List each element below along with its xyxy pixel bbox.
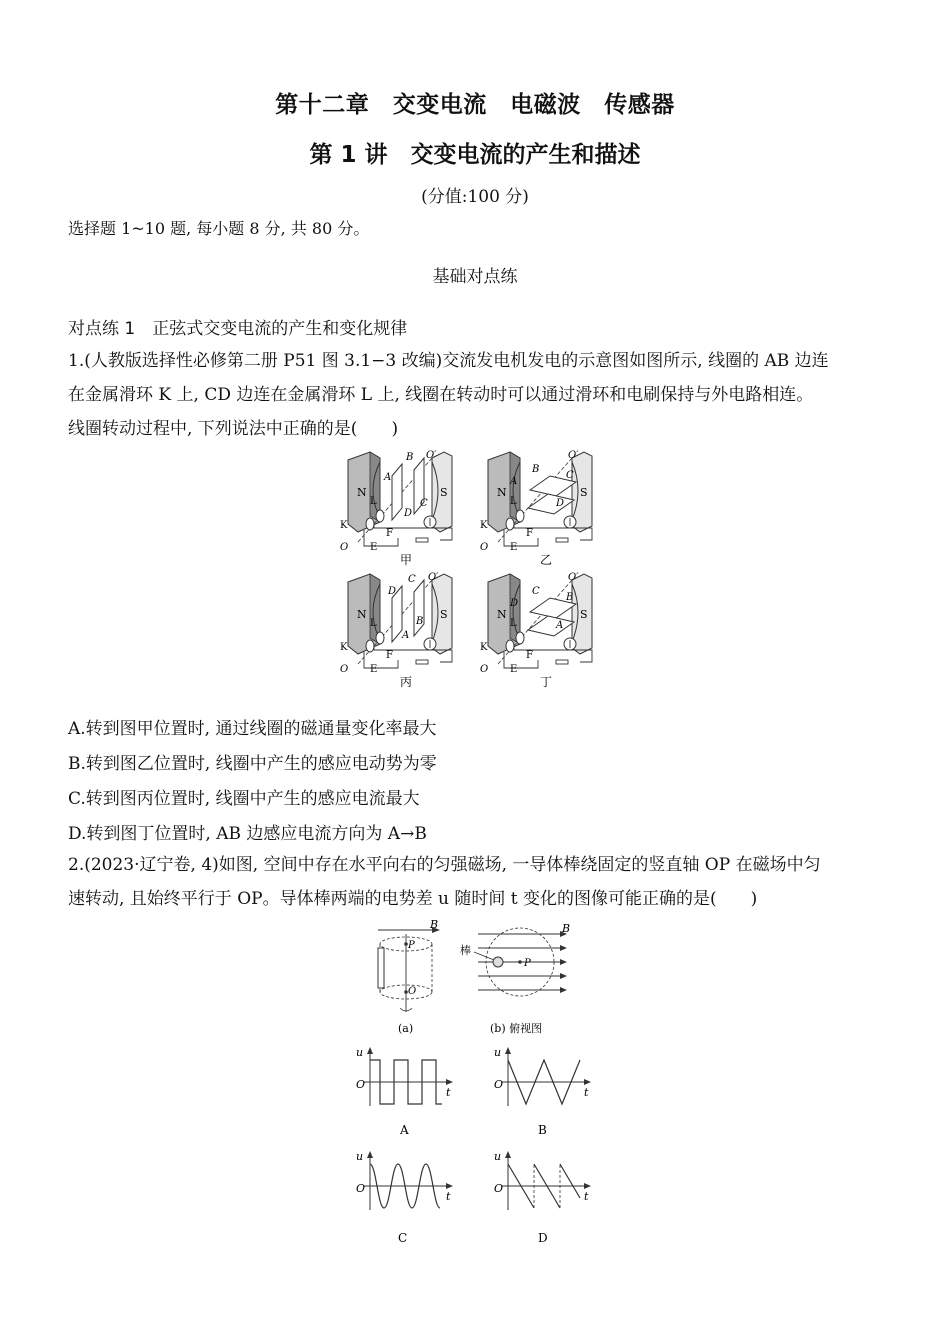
figure-b-top-view: [460, 922, 570, 1035]
svg-text:L: L: [510, 618, 517, 629]
svg-text:F: F: [386, 528, 393, 539]
svg-text:E: E: [510, 664, 518, 675]
svg-text:B: B: [562, 922, 571, 935]
svg-text:u: u: [356, 1046, 364, 1059]
svg-text:O: O: [356, 1078, 366, 1091]
svg-text:t: t: [446, 1190, 451, 1203]
graph-a: [356, 1046, 453, 1137]
svg-text:O′: O′: [426, 450, 437, 461]
svg-text:A: A: [384, 472, 392, 483]
graph-b: [494, 1046, 591, 1137]
svg-text:F: F: [526, 528, 533, 539]
svg-text:K: K: [480, 520, 488, 531]
svg-text:O′: O′: [428, 572, 439, 583]
svg-text:C: C: [566, 470, 574, 481]
graph-c-caption: C: [398, 1231, 408, 1244]
svg-text:O: O: [480, 542, 489, 553]
svg-text:C: C: [420, 498, 428, 509]
section-title: 基础对点练: [432, 267, 518, 287]
generator-diagram-bing: [340, 572, 452, 688]
caption-jia: 甲: [400, 553, 413, 567]
svg-text:A: A: [402, 630, 410, 641]
svg-text:D: D: [556, 498, 565, 509]
svg-text:B: B: [416, 616, 424, 627]
svg-text:N: N: [357, 486, 367, 499]
svg-text:u: u: [494, 1046, 502, 1059]
graph-d: [494, 1150, 591, 1244]
caption-yi: 乙: [540, 553, 553, 567]
svg-text:D: D: [404, 508, 413, 519]
svg-text:O′: O′: [568, 450, 579, 461]
svg-text:F: F: [386, 650, 393, 661]
svg-text:L: L: [510, 496, 517, 507]
svg-text:P: P: [524, 958, 531, 969]
svg-text:t: t: [584, 1190, 589, 1203]
caption-bing: 丙: [400, 675, 413, 688]
rod-label: 棒: [460, 944, 471, 957]
graph-b-caption: B: [538, 1123, 547, 1137]
svg-text:S: S: [580, 608, 588, 621]
subsection-title: 对点练 1 正弦式交变电流的产生和变化规律: [68, 319, 408, 339]
q2-line-1: 2.(2023·辽宁卷, 4)如图, 空间中存在水平向右的匀强磁场, 一导体棒绕固定的竖直轴 OP 在磁场中匀: [68, 855, 821, 875]
svg-text:u: u: [494, 1150, 502, 1163]
svg-text:O: O: [408, 986, 417, 997]
svg-text:P: P: [408, 940, 415, 951]
q1-line-3: 线圈转动过程中, 下列说法中正确的是( ): [68, 419, 399, 439]
q2-line-2: 速转动, 且始终平行于 OP。导体棒两端的电势差 u 随时间 t 变化的图像可能正确的是( ): [68, 889, 758, 909]
q1-option-d: D.转到图丁位置时, AB 边感应电流方向为 A→B: [68, 824, 427, 844]
svg-text:O: O: [340, 664, 349, 675]
svg-text:B: B: [566, 592, 574, 603]
graph-d-caption: D: [538, 1231, 548, 1244]
svg-text:D: D: [510, 598, 519, 609]
generator-diagram-jia: [340, 450, 452, 567]
svg-text:E: E: [510, 542, 518, 553]
lecture-title: 第 1 讲 交变电流的产生和描述: [309, 142, 641, 168]
svg-text:L: L: [370, 618, 377, 629]
svg-text:N: N: [497, 486, 507, 499]
svg-text:C: C: [408, 574, 416, 585]
svg-text:u: u: [356, 1150, 364, 1163]
svg-text:S: S: [440, 608, 448, 621]
svg-text:S: S: [580, 486, 588, 499]
svg-text:O: O: [340, 542, 349, 553]
svg-text:O′: O′: [568, 572, 579, 583]
q2-answer-graphs: [350, 1044, 600, 1244]
q2-rod-figure: [370, 920, 580, 1040]
graph-a-caption: A: [400, 1123, 409, 1137]
q1-generator-figure: [340, 448, 610, 688]
svg-text:K: K: [340, 642, 348, 653]
generator-diagram-ding: [480, 572, 592, 688]
svg-text:B: B: [532, 464, 540, 475]
svg-text:D: D: [388, 586, 397, 597]
q1-option-b: B.转到图乙位置时, 线圈中产生的感应电动势为零: [68, 754, 437, 774]
svg-text:O: O: [480, 664, 489, 675]
svg-text:O: O: [494, 1078, 504, 1091]
q1-line-1: 1.(人教版选择性必修第二册 P51 图 3.1−3 改编)交流发电机发电的示意图如图所示, 线圈的 AB 边连: [68, 351, 829, 371]
svg-text:K: K: [480, 642, 488, 653]
svg-text:t: t: [584, 1086, 589, 1099]
svg-text:F: F: [526, 650, 533, 661]
svg-text:L: L: [370, 496, 377, 507]
graph-c: [356, 1150, 453, 1244]
q1-option-a: A.转到图甲位置时, 通过线圈的磁通量变化率最大: [68, 719, 437, 739]
svg-text:E: E: [370, 542, 378, 553]
caption-b: (b) 俯视图: [490, 1022, 543, 1035]
instruction: 选择题 1~10 题, 每小题 8 分, 共 80 分。: [68, 219, 370, 238]
q1-option-c: C.转到图丙位置时, 线圈中产生的感应电流最大: [68, 789, 420, 809]
svg-text:t: t: [446, 1086, 451, 1099]
svg-text:E: E: [370, 664, 378, 675]
q1-line-2: 在金属滑环 K 上, CD 边连在金属滑环 L 上, 线圈在转动时可以通过滑环和电刷保持与外电路相连。: [68, 385, 814, 405]
svg-text:O: O: [356, 1182, 366, 1195]
svg-text:A: A: [556, 620, 564, 631]
caption-ding: 丁: [540, 675, 553, 688]
caption-a: (a): [398, 1022, 414, 1035]
svg-text:A: A: [510, 476, 518, 487]
svg-text:B: B: [406, 452, 414, 463]
score-note: (分值:100 分): [421, 187, 529, 207]
svg-text:S: S: [440, 486, 448, 499]
chapter-title: 第十二章 交变电流 电磁波 传感器: [275, 92, 675, 118]
svg-text:B: B: [430, 920, 439, 931]
svg-text:O: O: [494, 1182, 504, 1195]
generator-diagram-yi: [480, 450, 592, 567]
figure-a-side-view: [378, 920, 440, 1035]
svg-text:N: N: [357, 608, 367, 621]
svg-text:N: N: [497, 608, 507, 621]
svg-text:C: C: [532, 586, 540, 597]
svg-text:K: K: [340, 520, 348, 531]
